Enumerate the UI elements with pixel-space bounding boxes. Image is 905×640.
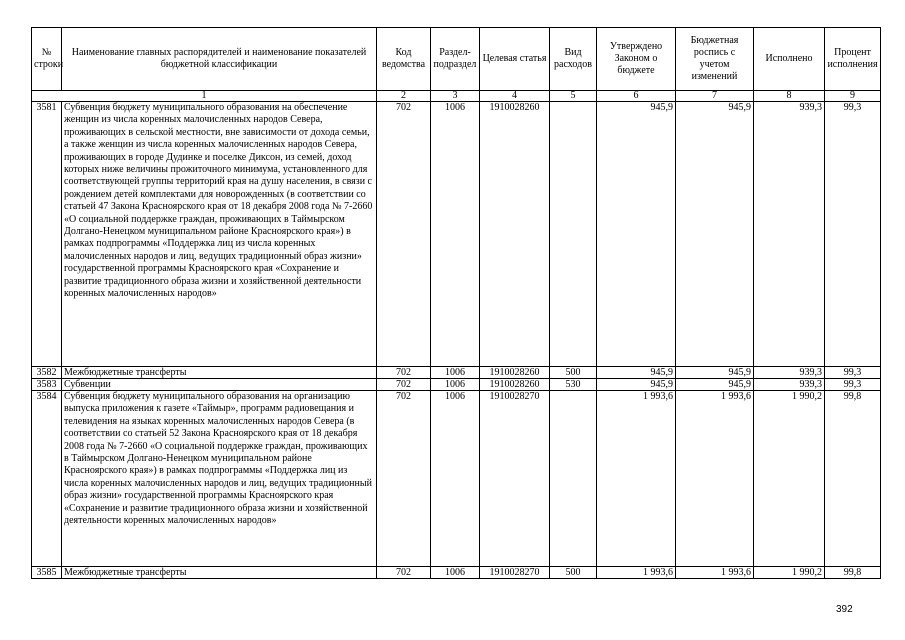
page-number: 392 (836, 604, 853, 615)
row-target: 1910028270 (480, 391, 550, 567)
row-executed: 939,3 (754, 379, 825, 391)
col-number: 3 (431, 91, 480, 102)
col-number: 8 (754, 91, 825, 102)
row-num: 3582 (32, 367, 62, 379)
row-target: 1910028260 (480, 367, 550, 379)
row-exp-type: 500 (550, 567, 597, 579)
row-name: Субвенция бюджету муниципального образования на организацию выпуска приложения к газете «Таймыр», программ радиовещания и телевидения на языках коренных малочисленных народов Севера (в соответствии со статьей 52 Закона Красноярского края от 18 декабря 2008 года № 7-2660 «О социальной поддержке граждан, проживающих в Таймырском Долгано-Ненецком муниципальном районе Красноярского края») в рамках подпрограммы «Поддержка лиц из числа коренных малочисленных народов и лиц, ведущих традиционный образ жизни» государственной программы Красноярского края «Сохранение и развитие традиционного образа жизни и хозяйственной деятельности коренных малочисленных народов» (62, 391, 377, 567)
row-schedule: 945,9 (676, 379, 754, 391)
row-num: 3584 (32, 391, 62, 567)
row-dept: 702 (377, 379, 431, 391)
col-number: 4 (480, 91, 550, 102)
table-row (32, 102, 881, 367)
col-header-name: Наименование главных распорядителей и наименование показателей бюджетной классификации (62, 28, 377, 91)
row-num: 3585 (32, 567, 62, 579)
row-section: 1006 (431, 391, 480, 567)
row-schedule: 945,9 (676, 367, 754, 379)
table-row (32, 567, 881, 579)
col-header-executed: Исполнено (754, 28, 825, 91)
row-name: Субвенция бюджету муниципального образования на обеспечение женщин из числа коренных малочисленных народов Севера, проживающих в сельской местности, вне зависимости от дохода семьи, а также женщин из числа коренных малочисленных народов Севера, проживающих в городе Дудинке и поселке Диксон, из семей, доход которых ниже величины прожиточного минимума, установленного для соответствующей группы территорий края на душу населения, в связи с рождением детей комплектами для новорожденных (в соответствии со статьей 47 Закона Красноярского края от 18 декабря 2008 года № 7-2660 «О социальной поддержке граждан, проживающих в Таймырском Долгано-Ненецком муниципальном районе Красноярского края») в рамках подпрограммы «Поддержка лиц из числа коренных малочисленных народов и лиц, ведущих традиционный образ жизни» государственной программы Красноярского края «Сохранение и развитие традиционного образа жизни и хозяйственной деятельности коренных малочисленных народов» (62, 102, 377, 367)
row-percent: 99,3 (825, 367, 881, 379)
row-section: 1006 (431, 102, 480, 367)
col-header-approved: Утверждено Законом о бюджете (597, 28, 676, 91)
row-name: Межбюджетные трансферты (62, 367, 377, 379)
row-schedule: 1 993,6 (676, 391, 754, 567)
table-row (32, 379, 881, 391)
row-exp-type: 530 (550, 379, 597, 391)
budget-table (31, 27, 881, 579)
col-header-num: № строки (32, 28, 62, 91)
row-approved: 945,9 (597, 102, 676, 367)
row-num: 3581 (32, 102, 62, 367)
row-target: 1910028260 (480, 379, 550, 391)
col-header-percent: Процент исполнения (825, 28, 881, 91)
row-section: 1006 (431, 379, 480, 391)
row-percent: 99,8 (825, 391, 881, 567)
row-num: 3583 (32, 379, 62, 391)
row-target: 1910028260 (480, 102, 550, 367)
col-number: 7 (676, 91, 754, 102)
col-header-schedule: Бюджетная роспись с учетом изменений (676, 28, 754, 91)
row-percent: 99,3 (825, 379, 881, 391)
row-schedule: 945,9 (676, 102, 754, 367)
row-approved: 1 993,6 (597, 567, 676, 579)
row-schedule: 1 993,6 (676, 567, 754, 579)
col-header-dept: Код ведомства (377, 28, 431, 91)
col-number: 2 (377, 91, 431, 102)
row-executed: 939,3 (754, 102, 825, 367)
row-dept: 702 (377, 567, 431, 579)
row-dept: 702 (377, 102, 431, 367)
row-approved: 945,9 (597, 367, 676, 379)
row-executed: 1 990,2 (754, 391, 825, 567)
row-percent: 99,8 (825, 567, 881, 579)
row-name: Субвенции (62, 379, 377, 391)
row-percent: 99,3 (825, 102, 881, 367)
table-row (32, 391, 881, 567)
col-header-target: Целевая статья (480, 28, 550, 91)
col-header-section: Раздел-подраздел (431, 28, 480, 91)
col-number: 5 (550, 91, 597, 102)
row-exp-type (550, 102, 597, 367)
col-number: 1 (32, 91, 377, 102)
col-header-exp-type: Вид расходов (550, 28, 597, 91)
row-exp-type: 500 (550, 367, 597, 379)
row-approved: 945,9 (597, 379, 676, 391)
column-number-row (32, 91, 881, 102)
row-dept: 702 (377, 391, 431, 567)
header-row (32, 28, 881, 91)
col-number: 6 (597, 91, 676, 102)
row-dept: 702 (377, 367, 431, 379)
row-executed: 939,3 (754, 367, 825, 379)
row-section: 1006 (431, 367, 480, 379)
row-section: 1006 (431, 567, 480, 579)
row-executed: 1 990,2 (754, 567, 825, 579)
row-target: 1910028270 (480, 567, 550, 579)
row-name: Межбюджетные трансферты (62, 567, 377, 579)
table-row (32, 367, 881, 379)
col-number: 9 (825, 91, 881, 102)
row-approved: 1 993,6 (597, 391, 676, 567)
row-exp-type (550, 391, 597, 567)
